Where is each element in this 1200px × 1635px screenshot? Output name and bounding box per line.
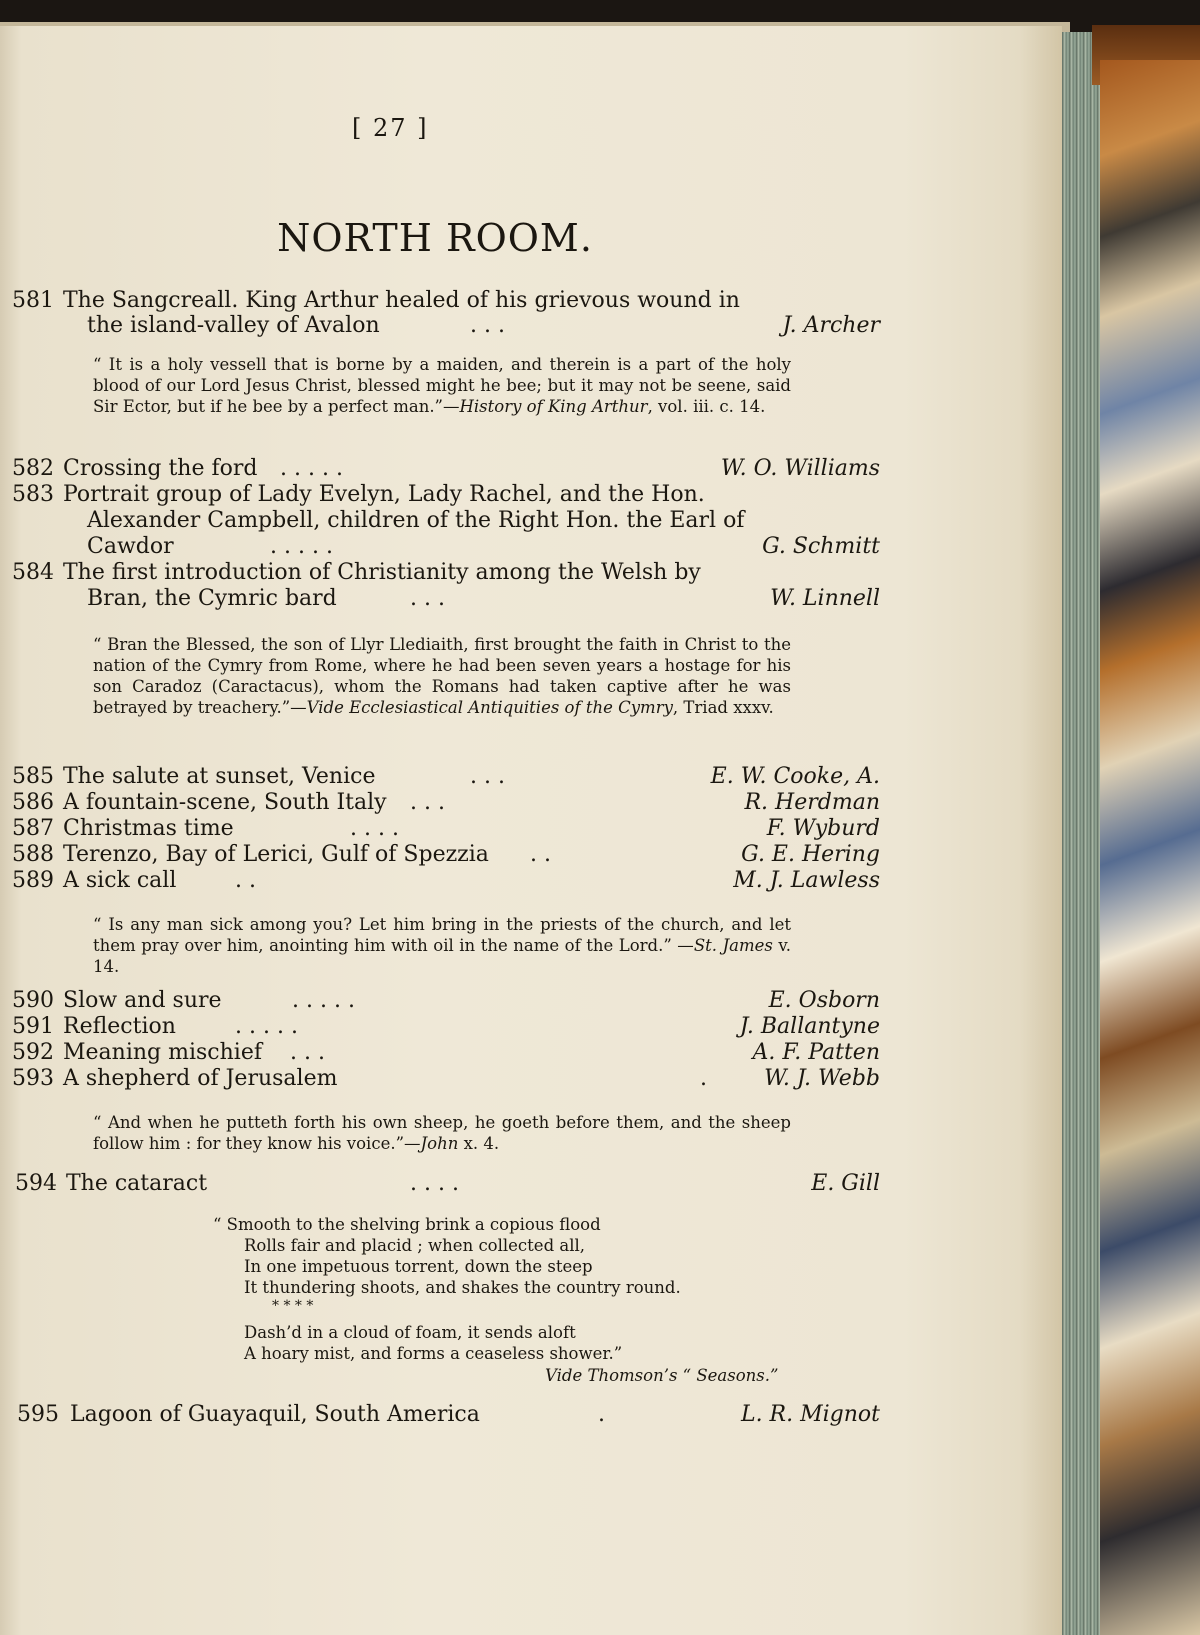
entry-title-cont: Cawdor bbox=[87, 534, 174, 559]
leader-dots: . bbox=[598, 1402, 605, 1427]
artist-name: W. Linnell bbox=[770, 586, 880, 611]
leader-dots: . . . . . bbox=[292, 988, 355, 1013]
artist-name: E. W. Cooke, A. bbox=[710, 764, 880, 789]
entry-number: 590 bbox=[12, 988, 54, 1013]
entry-title: The Sangcreall. King Arthur healed of his grievous wound in bbox=[63, 288, 740, 313]
page-number: [ 27 ] bbox=[352, 114, 429, 142]
entry-title: The salute at sunset, Venice bbox=[63, 764, 376, 789]
entry-title-cont: the island-valley of Avalon bbox=[87, 313, 380, 338]
artist-name: W. O. Williams bbox=[720, 456, 880, 481]
entry-number: 587 bbox=[12, 816, 54, 841]
entry-number: 595 bbox=[17, 1402, 59, 1427]
entry-number: 581 bbox=[12, 288, 54, 313]
leader-dots: . . . . bbox=[350, 816, 399, 841]
quotation: “ It is a holy vessell that is borne by a maiden, and therein is a part of the holy blood of our Lord Jesus Christ, blessed might he bee; but it may not be seene, said Sir Ector, but if he bee by a perfect man.”—History of King Arthur, vol. iii. c. 14. bbox=[93, 355, 791, 416]
artist-name: G. E. Hering bbox=[741, 842, 880, 867]
entry-title: Terenzo, Bay of Lerici, Gulf of Spezzia bbox=[63, 842, 489, 867]
artist-name: W. J. Webb bbox=[764, 1066, 880, 1091]
leader-dots: . . . . . bbox=[270, 534, 333, 559]
entry-title: The first introduction of Christianity among the Welsh by bbox=[63, 560, 701, 585]
verse-line: Rolls fair and placid ; when collected all, bbox=[244, 1236, 586, 1255]
entry-title: A fountain-scene, South Italy bbox=[63, 790, 387, 815]
verse-source: Vide Thomson’s “ Seasons.” bbox=[545, 1366, 779, 1385]
entry-number: 588 bbox=[12, 842, 54, 867]
artist-name: J. Archer bbox=[782, 313, 880, 338]
leader-dots: . . . . bbox=[410, 1171, 459, 1196]
leader-dots: . bbox=[700, 1066, 707, 1091]
artist-name: G. Schmitt bbox=[762, 534, 880, 559]
artist-name: M. J. Lawless bbox=[733, 868, 880, 893]
entry-number: 591 bbox=[12, 1014, 54, 1039]
marbled-endpaper bbox=[1100, 60, 1200, 1635]
leader-dots: . . . bbox=[290, 1040, 325, 1065]
entry-title: Lagoon of Guayaquil, South America bbox=[70, 1402, 480, 1427]
leader-dots: . . bbox=[235, 868, 256, 893]
entry-title: Christmas time bbox=[63, 816, 234, 841]
leader-dots: . . . . . bbox=[280, 456, 343, 481]
verse-asterisks: * * * * bbox=[272, 1298, 314, 1314]
entry-number: 594 bbox=[15, 1171, 57, 1196]
quotation: “ Is any man sick among you? Let him bring in the priests of the church, and let them pray over him, anointing him with oil in the name of the Lord.” —St. James v. 14. bbox=[93, 915, 791, 976]
section-title: NORTH ROOM. bbox=[277, 216, 593, 260]
leader-dots: . . . bbox=[410, 586, 445, 611]
entry-title: Portrait group of Lady Evelyn, Lady Rachel, and the Hon. bbox=[63, 482, 705, 507]
entry-number: 582 bbox=[12, 456, 54, 481]
verse-line: It thundering shoots, and shakes the country round. bbox=[244, 1278, 681, 1297]
entry-title: Slow and sure bbox=[63, 988, 222, 1013]
entry-title: A sick call bbox=[63, 868, 177, 893]
entry-number: 585 bbox=[12, 764, 54, 789]
leader-dots: . . . bbox=[410, 790, 445, 815]
quotation: “ Bran the Blessed, the son of Llyr Llediaith, first brought the faith in Christ to the nation of the Cymry from Rome, where he had been seven years a hostage for his son Caradoz (Caractacus), whom the Romans had taken captive after he was betrayed by treachery.”—Vide Ecclesiastical Antiquities of the Cymry, Triad xxxv. bbox=[93, 635, 791, 717]
entry-title: Reflection bbox=[63, 1014, 176, 1039]
entry-title: A shepherd of Jerusalem bbox=[63, 1066, 338, 1091]
leader-dots: . . . bbox=[470, 764, 505, 789]
entry-title: Meaning mischief bbox=[63, 1040, 262, 1065]
entry-number: 586 bbox=[12, 790, 54, 815]
entry-number: 592 bbox=[12, 1040, 54, 1065]
artist-name: J. Ballantyne bbox=[739, 1014, 880, 1039]
artist-name: E. Gill bbox=[811, 1171, 880, 1196]
quotation: “ And when he putteth forth his own sheep, he goeth before them, and the sheep follow him : for they know his voice.”—John x. 4. bbox=[93, 1113, 791, 1153]
artist-name: E. Osborn bbox=[768, 988, 880, 1013]
leader-dots: . . bbox=[530, 842, 551, 867]
artist-name: L. R. Mignot bbox=[740, 1402, 880, 1427]
entry-title: Crossing the ford bbox=[63, 456, 258, 481]
entry-number: 593 bbox=[12, 1066, 54, 1091]
artist-name: F. Wyburd bbox=[766, 816, 880, 841]
entry-number: 589 bbox=[12, 868, 54, 893]
entry-number: 583 bbox=[12, 482, 54, 507]
verse-line: Dash’d in a cloud of foam, it sends aloft bbox=[244, 1323, 576, 1342]
artist-name: R. Herdman bbox=[744, 790, 880, 815]
entry-title-cont: Bran, the Cymric bard bbox=[87, 586, 337, 611]
book-page bbox=[0, 26, 1062, 1635]
entry-number: 584 bbox=[12, 560, 54, 585]
verse-line: In one impetuous torrent, down the steep bbox=[244, 1257, 593, 1276]
verse-line: A hoary mist, and forms a ceaseless shower.” bbox=[244, 1344, 623, 1363]
entry-title: The cataract bbox=[66, 1171, 208, 1196]
leader-dots: . . . . . bbox=[235, 1014, 298, 1039]
verse-line: “ Smooth to the shelving brink a copious flood bbox=[213, 1215, 601, 1234]
artist-name: A. F. Patten bbox=[752, 1040, 880, 1065]
entry-title-cont: Alexander Campbell, children of the Right Hon. the Earl of bbox=[87, 508, 745, 533]
leader-dots: . . . bbox=[470, 313, 505, 338]
